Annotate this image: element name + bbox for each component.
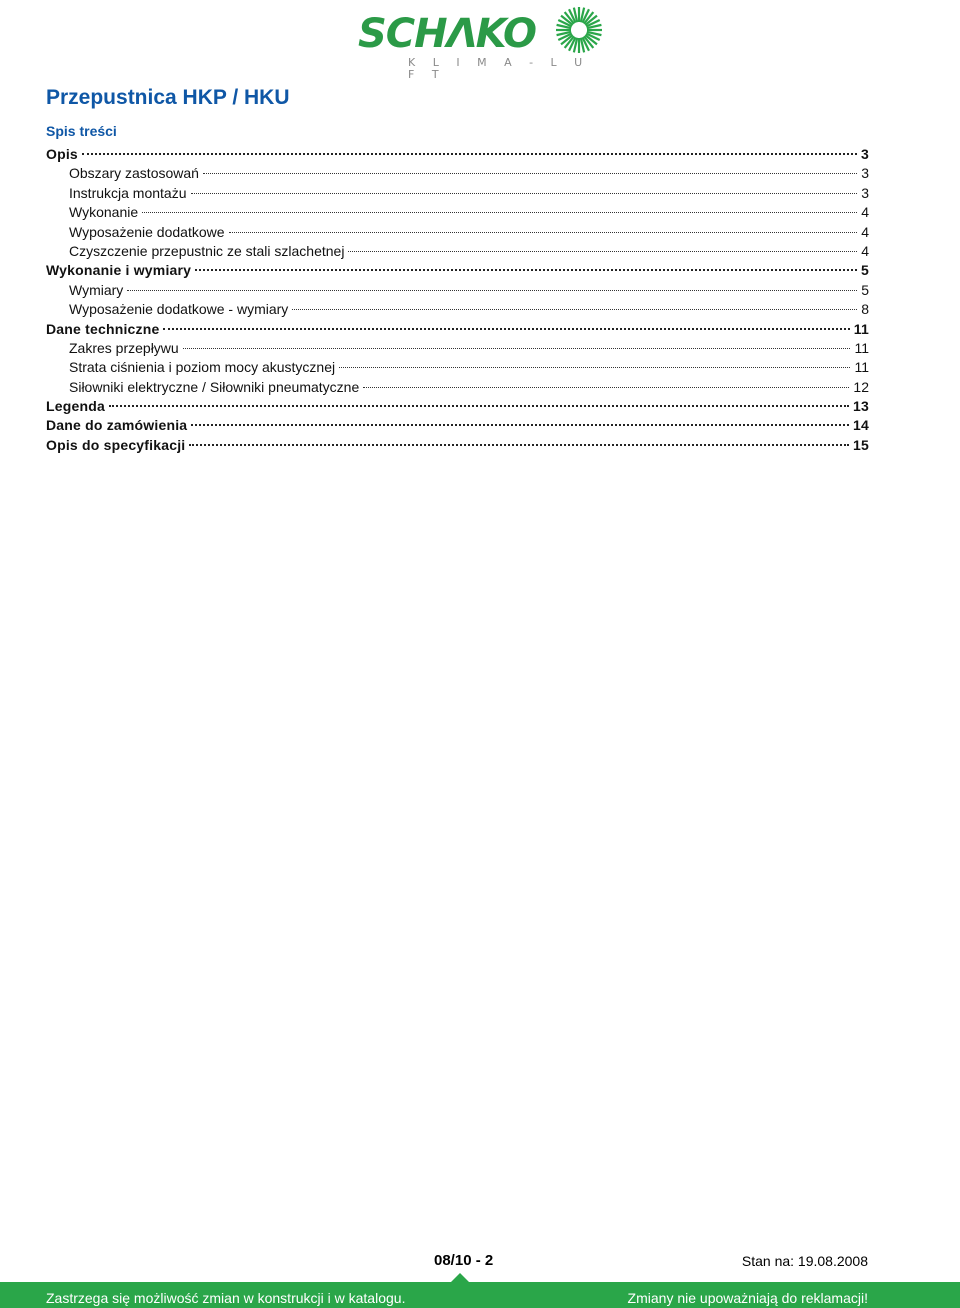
toc-subsection[interactable] bbox=[46, 184, 869, 203]
toc-entry-label: Siłowniki elektryczne / Siłowniki pneumatyczne bbox=[69, 378, 360, 395]
toc-entry-label: Legenda bbox=[46, 398, 105, 415]
toc-entry-page: 3 bbox=[861, 146, 869, 162]
sunburst-icon bbox=[554, 5, 604, 55]
toc-heading: Spis treści bbox=[46, 123, 117, 139]
toc-section[interactable] bbox=[46, 397, 869, 416]
toc-entry-page: 4 bbox=[861, 223, 869, 240]
toc-entry-page: 11 bbox=[854, 339, 869, 356]
toc-entry-page: 13 bbox=[853, 398, 869, 415]
toc-subsection[interactable] bbox=[46, 300, 869, 319]
toc-section[interactable] bbox=[46, 416, 869, 435]
logo-wordmark: SCHΛKO bbox=[358, 11, 537, 57]
toc-entry-page: 8 bbox=[861, 301, 869, 318]
toc-leader-dots bbox=[348, 251, 857, 252]
toc-section[interactable] bbox=[46, 145, 869, 164]
toc-leader-dots bbox=[127, 290, 857, 291]
toc-entry-label: Obszary zastosowań bbox=[69, 165, 199, 182]
toc-entry-page: 12 bbox=[853, 378, 869, 395]
toc-subsection[interactable] bbox=[46, 378, 869, 397]
document-title: Przepustnica HKP / HKU bbox=[46, 86, 290, 109]
toc-leader-dots bbox=[189, 444, 849, 446]
toc-entry-page: 15 bbox=[853, 436, 869, 453]
toc-entry-page: 4 bbox=[861, 242, 869, 259]
toc-entry-label: Wykonanie bbox=[69, 204, 139, 221]
logo-tagline: K L I M A - L U F T bbox=[408, 56, 590, 81]
toc-leader-dots bbox=[203, 173, 857, 174]
toc-entry-page: 11 bbox=[854, 359, 869, 376]
toc-entry-page: 5 bbox=[861, 262, 869, 279]
toc-entry-label: Dane do zamówienia bbox=[46, 417, 188, 434]
toc-leader-dots bbox=[191, 424, 849, 426]
toc-leader-dots bbox=[363, 387, 849, 388]
toc-entry-label: Strata ciśnienia i poziom mocy akustycznej bbox=[69, 359, 336, 376]
toc-leader-dots bbox=[183, 348, 851, 349]
schako-logo bbox=[356, 2, 606, 81]
toc-entry-label: Czyszczenie przepustnic ze stali szlachetnej bbox=[69, 242, 345, 259]
toc-leader-dots bbox=[191, 193, 858, 194]
toc-entry-label: Wyposażenie dodatkowe - wymiary bbox=[69, 301, 289, 318]
toc-entry-label: Dane techniczne bbox=[46, 320, 160, 337]
toc-entry-label: Opis do specyfikacji bbox=[46, 436, 186, 453]
toc-leader-dots bbox=[82, 153, 857, 155]
toc-leader-dots bbox=[339, 367, 850, 368]
toc-entry-label: Wyposażenie dodatkowe bbox=[69, 223, 225, 240]
toc-subsection[interactable] bbox=[46, 339, 869, 358]
toc-section[interactable] bbox=[46, 436, 869, 455]
footer-disclaimer-right: Zmiany nie upoważniają do reklamacji! bbox=[627, 1290, 868, 1306]
toc-entry-page: 11 bbox=[853, 320, 869, 337]
toc-subsection[interactable] bbox=[46, 281, 869, 300]
toc-entry-label: Zakres przepływu bbox=[69, 339, 179, 356]
toc-leader-dots bbox=[163, 328, 849, 330]
toc-entry-page: 4 bbox=[861, 204, 869, 221]
toc-entry-page: 3 bbox=[861, 184, 869, 201]
toc-entry-label: Instrukcja montażu bbox=[69, 184, 187, 201]
toc-subsection[interactable] bbox=[46, 203, 869, 222]
toc-subsection[interactable] bbox=[46, 242, 869, 261]
toc-entry-page: 14 bbox=[853, 417, 869, 434]
toc-subsection[interactable] bbox=[46, 358, 869, 377]
edition-date: Stan na: 19.08.2008 bbox=[741, 1253, 868, 1269]
toc-section[interactable] bbox=[46, 320, 869, 339]
footer-disclaimer-left: Zastrzega się możliwość zmian w konstrukcji i w katalogu. bbox=[46, 1290, 406, 1306]
toc-entry-label: Wykonanie i wymiary bbox=[46, 262, 192, 279]
toc-entry-label: Opis bbox=[46, 146, 78, 162]
footer-bar bbox=[0, 1282, 960, 1308]
toc-leader-dots bbox=[292, 309, 857, 310]
toc-leader-dots bbox=[109, 405, 849, 407]
toc-entry-page: 3 bbox=[861, 165, 869, 182]
toc-entry-page: 5 bbox=[861, 281, 869, 298]
toc-leader-dots bbox=[229, 232, 857, 233]
toc-subsection[interactable] bbox=[46, 164, 869, 183]
toc-subsection[interactable] bbox=[46, 223, 869, 242]
toc-leader-dots bbox=[142, 212, 857, 213]
footer-pointer bbox=[450, 1273, 470, 1283]
toc-leader-dots bbox=[195, 269, 857, 271]
table-of-contents bbox=[46, 145, 869, 455]
toc-section[interactable] bbox=[46, 261, 869, 280]
toc-entry-label: Wymiary bbox=[69, 281, 124, 298]
page-number: 08/10 - 2 bbox=[434, 1252, 494, 1269]
